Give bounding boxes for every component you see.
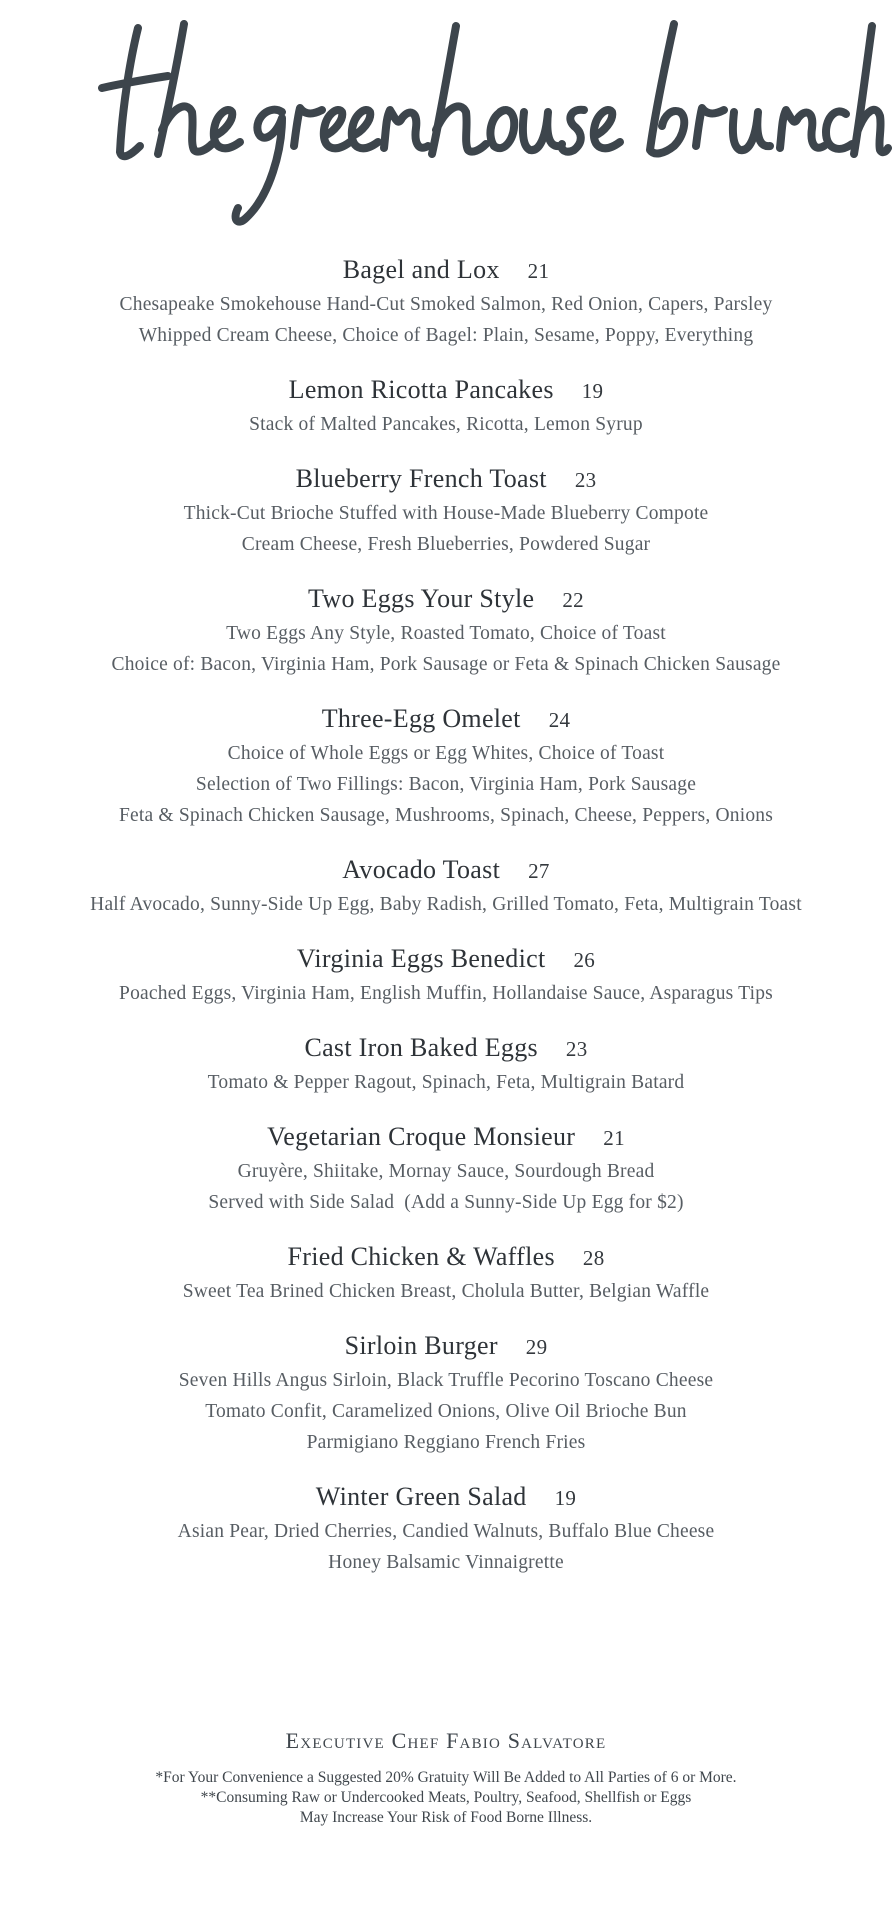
menu-item-price: 21 [527,259,550,283]
menu-item-description: Selection of Two Fillings: Bacon, Virginia Ham, Pork Sausage [195,774,697,795]
menu-item-name: Virginia Eggs Benedict [296,944,546,973]
menu-item [0,581,892,680]
menu-item-description: Seven Hills Angus Sirloin, Black Truffle Pecorino Toscano Cheese [178,1370,714,1391]
menu-item-name: Fried Chicken & Waffles [287,1242,555,1271]
menu-title-script [0,0,892,240]
menu-item [0,1239,892,1307]
consumption-advisory: May Increase Your Risk of Food Borne Illness. [299,1809,593,1826]
menu-item [0,372,892,440]
menu-item-description: Asian Pear, Dried Cherries, Candied Walnuts, Buffalo Blue Cheese [177,1521,715,1542]
menu-item-description: Chesapeake Smokehouse Hand-Cut Smoked Salmon, Red Onion, Capers, Parsley [119,294,773,315]
menu-item-description: Tomato Confit, Caramelized Onions, Olive Oil Brioche Bun [205,1401,687,1422]
menu-item [0,941,892,1009]
menu-item-heading [0,372,892,409]
menu-item-price: 22 [562,588,584,612]
menu-item-description: Parmigiano Reggiano French Fries [306,1432,586,1453]
menu-item-name: Sirloin Burger [344,1331,498,1360]
menu-item-description: Feta & Spinach Chicken Sausage, Mushrooms, Spinach, Cheese, Peppers, Onions [118,805,774,826]
menu-item [0,1479,892,1578]
menu-item-heading [0,1030,892,1067]
menu-item-description: Tomato & Pepper Ragout, Spinach, Feta, Multigrain Batard [207,1072,685,1093]
menu-item-description: Sweet Tea Brined Chicken Breast, Cholula Butter, Belgian Waffle [182,1281,710,1302]
menu-item [0,701,892,831]
consumption-advisory: **Consuming Raw or Undercooked Meats, Poultry, Seafood, Shellfish or Eggs [200,1789,692,1806]
menu-item-price: 28 [582,1246,605,1270]
menu-item-name: Three-Egg Omelet [321,704,521,733]
menu-item-description: Choice of: Bacon, Virginia Ham, Pork Sausage or Feta & Spinach Chicken Sausage [111,654,781,675]
menu-item-price: 29 [525,1335,548,1359]
executive-chef-credit: Executive Chef Fabio Salvatore [285,1728,607,1753]
gratuity-note: *For Your Convenience a Suggested 20% Gratuity Will Be Added to All Parties of 6 or More. [155,1769,737,1786]
menu-item-heading [0,1239,892,1276]
menu-item-description: Choice of Whole Eggs or Egg Whites, Choice of Toast [227,743,665,764]
menu-item-description: Cream Cheese, Fresh Blueberries, Powdered Sugar [241,534,651,555]
menu-item-heading [0,701,892,738]
menu-item-heading [0,1479,892,1516]
menu-item-name: Lemon Ricotta Pancakes [288,375,554,404]
menu-item [0,1030,892,1098]
menu-item-heading [0,852,892,889]
menu-item-name: Blueberry French Toast [295,464,547,493]
menu-item-description: Poached Eggs, Virginia Ham, English Muffin, Hollandaise Sauce, Asparagus Tips [119,983,773,1004]
menu-item-description: Honey Balsamic Vinnaigrette [328,1552,564,1573]
menu-item-price: 26 [573,948,596,972]
menu-item-heading [0,1119,892,1156]
menu-item-heading [0,581,892,618]
menu-item-price: 27 [528,859,550,883]
menu-item-name: Vegetarian Croque Monsieur [267,1122,576,1151]
menu-item-heading [0,252,892,289]
menu-item [0,252,892,351]
menu-item [0,461,892,560]
menu-item-description: Thick-Cut Brioche Stuffed with House-Made Blueberry Compote [183,503,709,524]
menu-item-description: Two Eggs Any Style, Roasted Tomato, Choice of Toast [226,623,666,644]
menu-item-description: Stack of Malted Pancakes, Ricotta, Lemon Syrup [249,414,643,435]
menu-item-price: 19 [581,379,604,403]
menu-item-description: Served with Side Salad (Add a Sunny-Side Up Egg for $2) [208,1192,684,1213]
menu-item-price: 23 [574,468,597,492]
menu-item [0,1328,892,1458]
menu-item-price: 23 [565,1037,588,1061]
menu-item-heading [0,1328,892,1365]
menu-item-price: 24 [548,708,571,732]
menu-item-description: Whipped Cream Cheese, Choice of Bagel: Plain, Sesame, Poppy, Everything [138,325,754,346]
menu-footer [0,1724,892,1828]
menu-item-description: Gruyère, Shiitake, Mornay Sauce, Sourdough Bread [237,1161,655,1182]
menu-item-name: Winter Green Salad [315,1482,527,1511]
menu-title [0,0,892,240]
menu-item [0,1119,892,1218]
menu-item-price: 19 [554,1486,577,1510]
menu-item-heading [0,461,892,498]
menu-item-description: Half Avocado, Sunny-Side Up Egg, Baby Radish, Grilled Tomato, Feta, Multigrain Toast [90,894,802,915]
menu-item-name: Bagel and Lox [342,255,500,284]
menu-item-heading [0,941,892,978]
menu-item-price: 21 [603,1126,625,1150]
menu-list [0,252,892,1599]
menu-item [0,852,892,920]
menu-item-name: Cast Iron Baked Eggs [304,1033,538,1062]
menu-item-name: Two Eggs Your Style [308,584,535,613]
menu-item-name: Avocado Toast [342,855,501,884]
